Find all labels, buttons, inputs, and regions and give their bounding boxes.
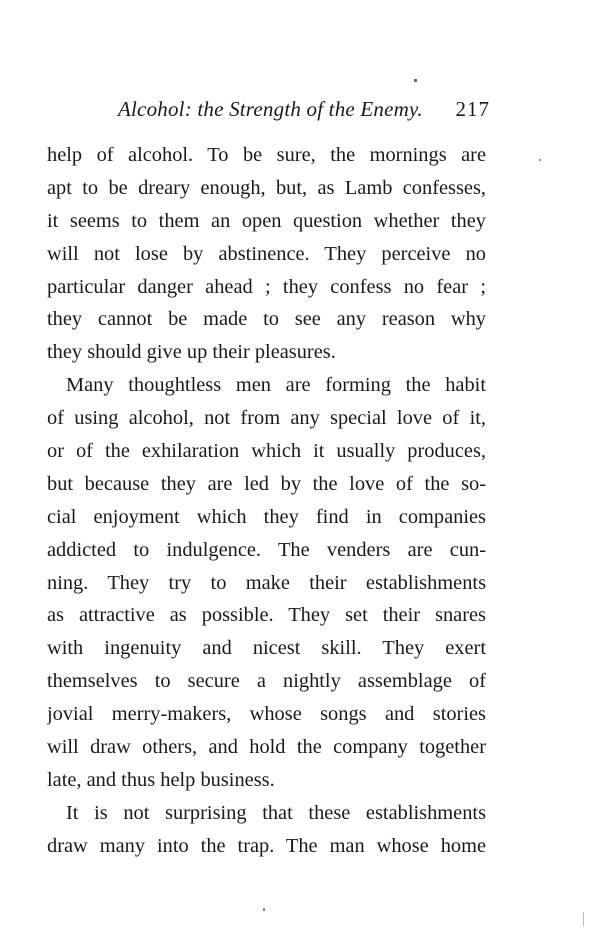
text-line: as attractive as possible. They set their snares — [47, 604, 486, 627]
text-line: will draw others, and hold the company together — [47, 736, 486, 759]
text-line: cial enjoyment which they find in companies — [47, 505, 486, 528]
print-speck — [583, 912, 584, 926]
text-line: will not lose by abstinence. They perceive no — [47, 242, 486, 265]
text-line: It is not surprising that these establishments — [66, 801, 486, 824]
text-line: themselves to secure a nightly assemblage of — [47, 670, 486, 693]
text-line: help of alcohol. To be sure, the mornings are — [47, 144, 486, 166]
print-speck — [539, 159, 541, 161]
body-text — [47, 139, 486, 863]
text-line: late, and thus help business. — [47, 768, 275, 791]
text-line: ning. They try to make their establishments — [47, 571, 486, 594]
text-line: addicted to indulgence. The venders are cun- — [47, 538, 486, 561]
text-line: apt to be dreary enough, but, as Lamb confesses, — [47, 176, 486, 199]
text-line: they cannot be made to see any reason why — [47, 308, 486, 331]
running-header — [118, 92, 490, 126]
text-line: it seems to them an open question whether they — [47, 209, 486, 232]
print-speck — [263, 908, 265, 911]
print-speck — [414, 79, 417, 82]
text-line: Many thoughtless men are forming the habit — [66, 374, 486, 397]
text-line: jovial merry-makers, whose songs and stories — [47, 703, 486, 726]
text-line: but because they are led by the love of the so- — [47, 472, 486, 495]
text-line: with ingenuity and nicest skill. They exert — [47, 637, 486, 660]
page-number: 217 — [455, 97, 490, 121]
running-title: Alcohol: the Strength of the Enemy. — [118, 97, 423, 121]
text-line: particular danger ahead ; they confess no fear ; — [47, 275, 486, 298]
text-line: or of the exhilaration which it usually produces, — [47, 440, 486, 463]
text-line: of using alcohol, not from any special love of it, — [47, 407, 486, 430]
text-line: they should give up their pleasures. — [47, 341, 336, 364]
text-line: draw many into the trap. The man whose home — [47, 834, 486, 857]
